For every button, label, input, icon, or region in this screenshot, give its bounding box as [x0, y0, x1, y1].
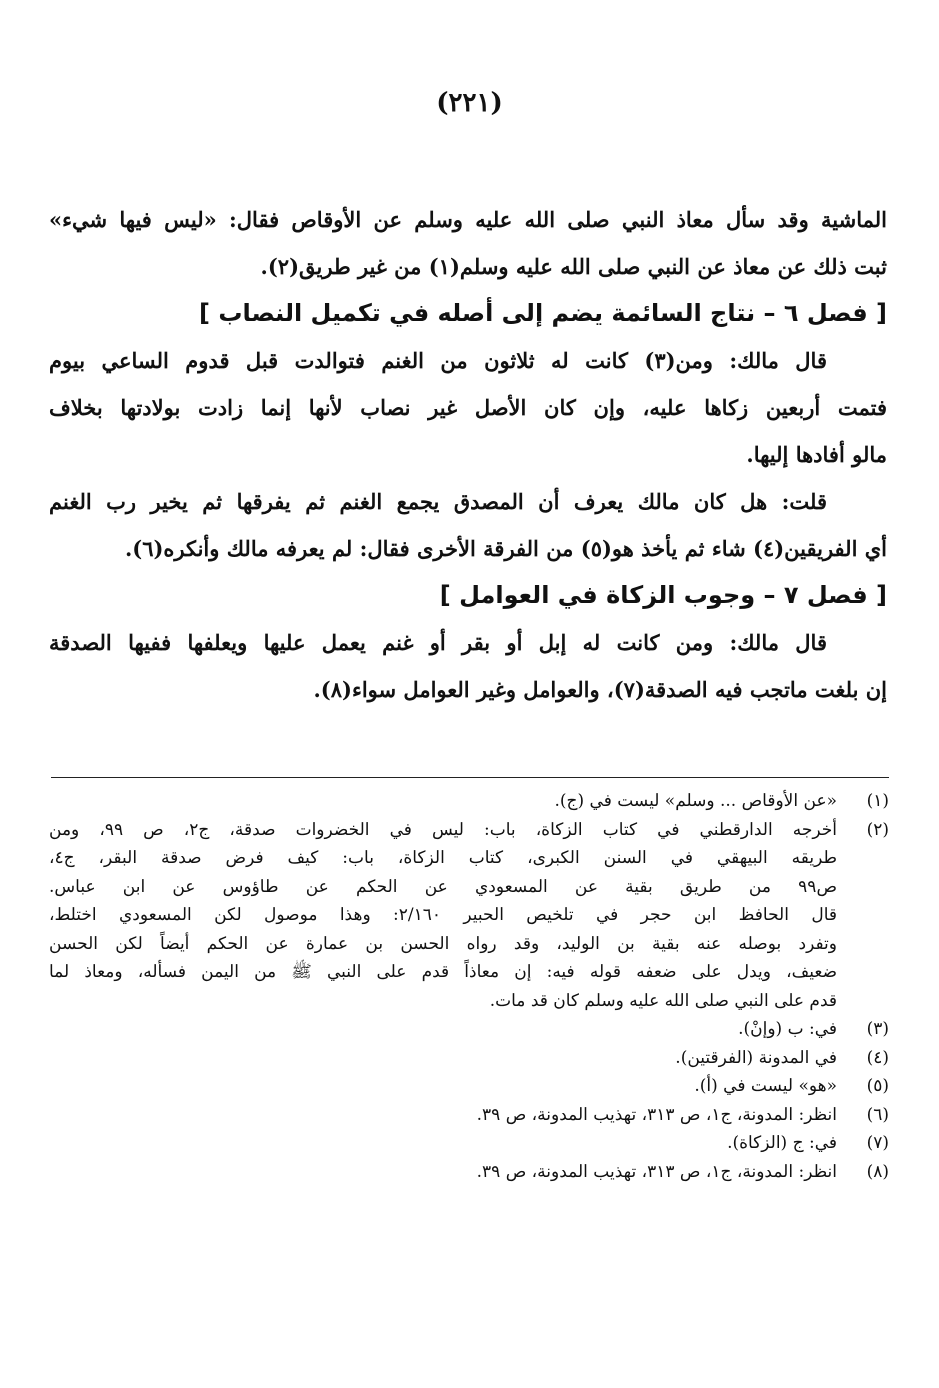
footnote: [49, 1129, 889, 1158]
footnote-number: (٨): [866, 1161, 889, 1182]
paragraph: [49, 619, 887, 713]
footnote-text: [49, 1129, 837, 1158]
footnote-text: [49, 1044, 837, 1073]
footnote-text: [49, 816, 837, 1016]
footnote-separator: [51, 777, 889, 778]
footnotes: [49, 787, 889, 1186]
footnote-line: وتفرد بوصله عنه بقية بن الوليد، وقد رواه الحسن بن عمارة عن الحكم أيضاً لكن الحسن: [49, 933, 837, 954]
footnote: [49, 787, 889, 816]
footnote-line: قال الحافظ ابن حجر في تلخيص الحبير ٢/١٦٠: وهذا موصول لكن المسعودي اختلط،: [49, 905, 837, 925]
section-heading-6: [ فصل ٦ – نتاج السائمة يضم إلى أصله في تكميل النصاب ]: [199, 299, 887, 327]
footnote: [49, 1015, 889, 1044]
footnote-number: (٦): [866, 1104, 889, 1125]
page-number: (٢٢١): [436, 88, 503, 118]
footnote-number: (٣): [866, 1019, 889, 1039]
footnote-line: انظر: المدونة، ج١، ص ٣١٣، تهذيب المدونة، ص ٣٩.: [476, 1161, 837, 1182]
footnote-number: (٥): [866, 1076, 889, 1096]
footnote-text: [49, 1101, 837, 1130]
text-line: مالو أفادها إليها.: [746, 442, 887, 467]
footnote-number: (٤): [866, 1047, 889, 1068]
footnote-text: [49, 1158, 837, 1187]
text-line: فتمت أربعين زكاها عليه، وإن كان الأصل غير نصاب لأنها إنما زادت بولادتها بخلاف: [49, 395, 887, 420]
text-line: قال مالك: ومن(٣) كانت له ثلاثون من الغنم فتوالدت قبل قدوم الساعي بيوم: [49, 348, 827, 373]
footnote-number: (٢): [866, 819, 889, 840]
text-line: ثبت ذلك عن معاذ عن النبي صلى الله عليه وسلم(١) من غير طريق(٢).: [260, 254, 887, 279]
footnote: [49, 1158, 889, 1187]
footnote-text: [49, 1072, 837, 1101]
footnote-line: في: ج (الزكاة).: [727, 1133, 837, 1153]
paragraph: [49, 478, 887, 572]
footnote-text: [49, 787, 837, 816]
footnote-line: «هو» ليست في (أ).: [694, 1076, 837, 1096]
footnote: [49, 816, 889, 1016]
main-text: [49, 196, 887, 713]
footnote-line: في: ب (وإنْ).: [738, 1019, 837, 1039]
footnote-line: قدم على النبي صلى الله عليه وسلم كان قد مات.: [489, 990, 837, 1011]
footnote-line: «عن الأوقاص ... وسلم» ليست في (ج).: [554, 791, 837, 811]
paragraph: [49, 337, 887, 478]
footnote: [49, 1101, 889, 1130]
footnote-line: طريقه البيهقي في السنن الكبرى، كتاب الزكاة، باب: كيف فرض صدقة البقر، ج٤،: [49, 848, 837, 868]
footnote-number: (٧): [866, 1133, 889, 1153]
paragraph: [49, 196, 887, 290]
footnote-line: انظر: المدونة، ج١، ص ٣١٣، تهذيب المدونة، ص ٣٩.: [476, 1104, 837, 1125]
footnote: [49, 1044, 889, 1073]
text-line: أي الفريقين(٤) شاء ثم يأخذ هو(٥) من الفرقة الأخرى فقال: لم يعرفه مالك وأنكره(٦).: [124, 536, 887, 561]
section-heading-7: [ فصل ٧ – وجوب الزكاة في العوامل ]: [439, 581, 887, 609]
text-line: الماشية وقد سأل معاذ النبي صلى الله عليه وسلم عن الأوقاص فقال: «ليس فيها شيء»: [49, 207, 887, 232]
text-line: إن بلغت ماتجب فيه الصدقة(٧)، والعوامل وغير العوامل سواء(٨).: [313, 677, 887, 702]
footnote-line: ص٩٩ من طريق بقية عن المسعودي عن الحكم عن طاؤوس عن ابن عباس.: [49, 876, 837, 897]
text-line: قلت: هل كان مالك يعرف أن المصدق يجمع الغنم ثم يفرقها ثم يخير رب الغنم: [49, 489, 827, 514]
text-line: قال مالك: ومن كانت له إبل أو بقر أو غنم يعمل عليها ويعلفها ففيها الصدقة: [49, 630, 827, 655]
footnote: [49, 1072, 889, 1101]
footnote-line: ضعيف، ويدل على ضعفه قوله فيه: إن معاذاً قدم على النبي ﷺ من اليمن فسأله، ومعاذ لما: [49, 962, 837, 982]
footnote-line: في المدونة (الفرقتين).: [675, 1047, 837, 1068]
footnote-line: أخرجه الدارقطني في كتاب الزكاة، باب: ليس في الخضروات صدقة، ج٢، ص ٩٩، ومن: [49, 819, 837, 840]
footnote-number: (١): [866, 791, 889, 811]
footnote-text: [49, 1015, 837, 1044]
